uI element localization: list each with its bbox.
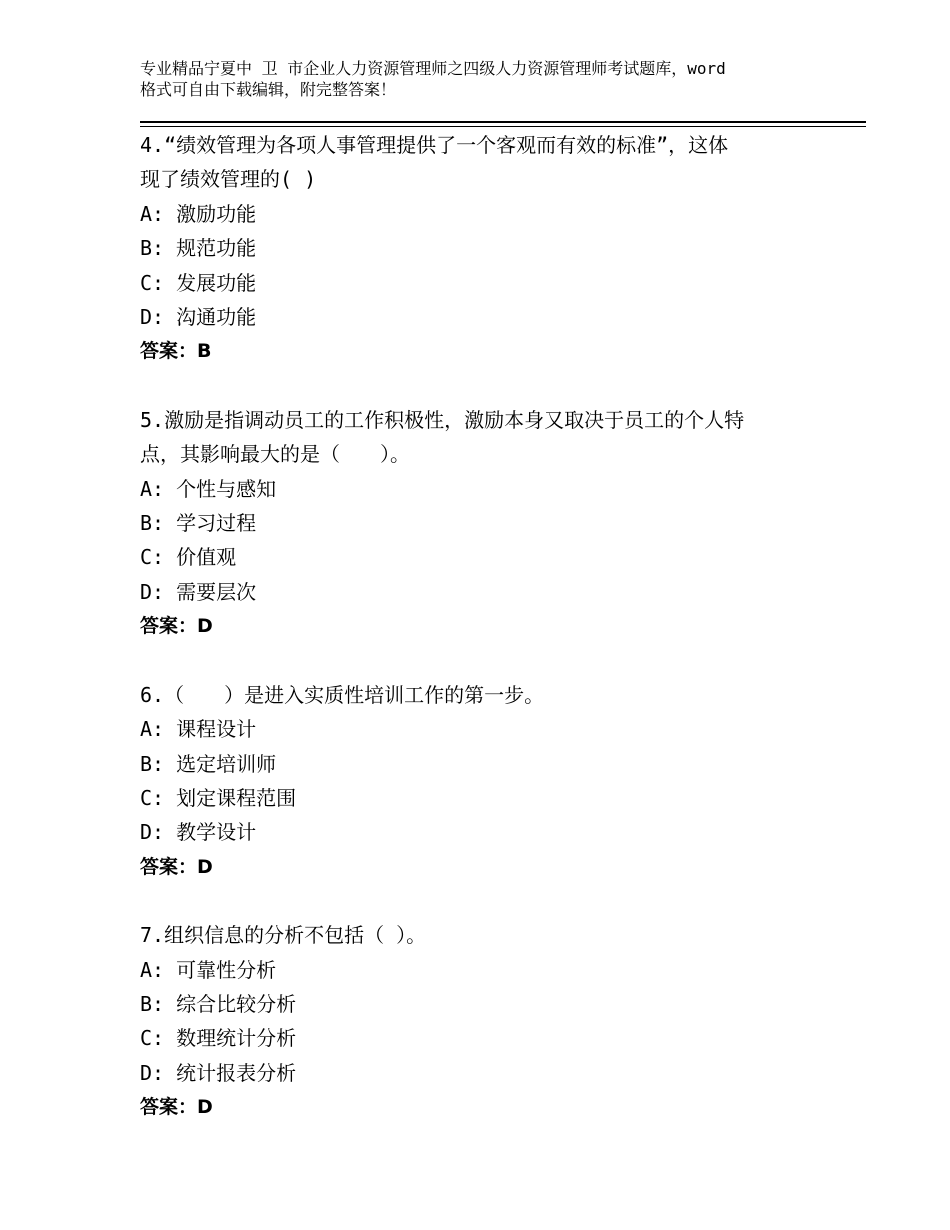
- option-c: C: 价值观: [140, 545, 237, 570]
- question-text: 7.组织信息的分析不包括（ ）。: [140, 923, 427, 948]
- question-text: 6.（ ）是进入实质性培训工作的第一步。: [140, 682, 545, 707]
- question-text: 现了绩效管理的( ): [140, 167, 317, 192]
- option-a: A: 可靠性分析: [140, 957, 277, 982]
- question-7: [140, 918, 860, 1124]
- option-a: A: 激励功能: [140, 201, 257, 226]
- answer: 答案：D: [140, 1096, 213, 1119]
- question-6: [140, 678, 860, 884]
- option-a: A: 个性与感知: [140, 476, 277, 501]
- option-d: D: 统计报表分析: [140, 1060, 297, 1085]
- option-b: B: 选定培训师: [140, 751, 277, 776]
- document-header: [140, 58, 840, 100]
- question-list: [140, 128, 860, 1159]
- question-5: [140, 403, 860, 644]
- question-text: 点，其影响最大的是（ ）。: [140, 442, 410, 467]
- answer: 答案：B: [140, 340, 212, 363]
- option-b: B: 规范功能: [140, 236, 257, 261]
- question-text: 5.激励是指调动员工的工作积极性，激励本身又取决于员工的个人特: [140, 407, 745, 432]
- header-line-2: 格式可自由下载编辑，附完整答案！: [140, 80, 397, 99]
- option-d: D: 沟通功能: [140, 305, 257, 330]
- option-d: D: 教学设计: [140, 820, 257, 845]
- option-b: B: 学习过程: [140, 511, 257, 536]
- header-line-1: 专业精品宁夏中 卫 市企业人力资源管理师之四级人力资源管理师考试题库，word: [140, 59, 726, 78]
- question-4: [140, 128, 860, 369]
- answer: 答案：D: [140, 855, 213, 878]
- option-c: C: 发展功能: [140, 270, 257, 295]
- option-c: C: 划定课程范围: [140, 785, 297, 810]
- header-rule-thin: [140, 126, 866, 127]
- option-b: B: 综合比较分析: [140, 991, 297, 1016]
- header-rule-thick: [140, 121, 866, 123]
- answer: 答案：D: [140, 615, 213, 638]
- option-d: D: 需要层次: [140, 579, 257, 604]
- option-a: A: 课程设计: [140, 717, 257, 742]
- question-text: 4.“绩效管理为各项人事管理提供了一个客观而有效的标准”，这体: [140, 133, 729, 157]
- option-c: C: 数理统计分析: [140, 1026, 297, 1051]
